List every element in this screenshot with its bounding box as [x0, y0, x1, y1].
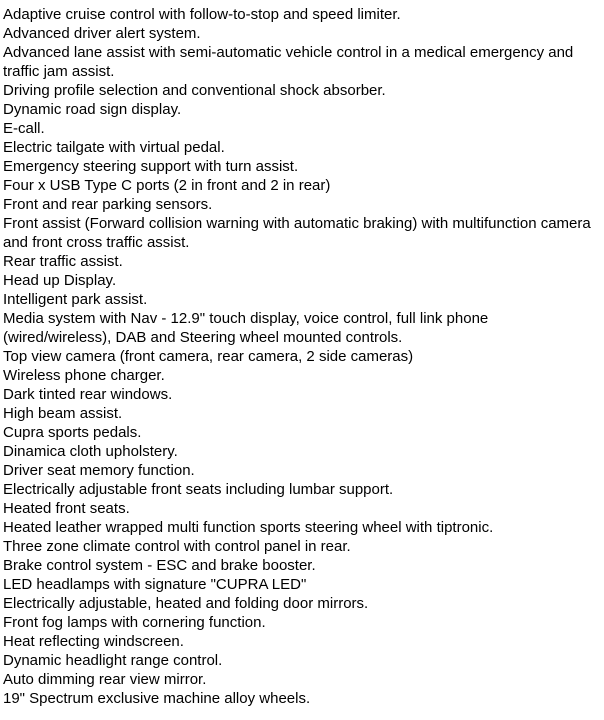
- feature-item: Three zone climate control with control panel in rear.: [3, 538, 351, 555]
- feature-item: Adaptive cruise control with follow-to-stop and speed limiter.: [3, 6, 401, 23]
- feature-item: Wireless phone charger.: [3, 367, 165, 384]
- feature-item: Media system with Nav - 12.9" touch display, voice control, full link phone (wired/wireless), DAB and Steering wheel mounted controls.: [3, 310, 489, 346]
- feature-item: E-call.: [3, 120, 45, 137]
- feature-item: Brake control system - ESC and brake booster.: [3, 557, 316, 574]
- feature-item: Head up Display.: [3, 272, 117, 289]
- feature-item: Heated front seats.: [3, 500, 130, 517]
- feature-item: Intelligent park assist.: [3, 291, 148, 308]
- feature-item: Front and rear parking sensors.: [3, 196, 213, 213]
- feature-item: Advanced driver alert system.: [3, 25, 201, 42]
- feature-item: Advanced lane assist with semi-automatic vehicle control in a medical emergency and traffic jam assist.: [3, 44, 574, 80]
- feature-item: Top view camera (front camera, rear camera, 2 side cameras): [3, 348, 414, 365]
- feature-item: Front fog lamps with cornering function.: [3, 614, 266, 631]
- feature-item: Heat reflecting windscreen.: [3, 633, 184, 650]
- feature-item: Four x USB Type C ports (2 in front and 2 in rear): [3, 177, 331, 194]
- feature-item: LED headlamps with signature "CUPRA LED": [3, 576, 307, 593]
- feature-item: Electrically adjustable, heated and folding door mirrors.: [3, 595, 369, 612]
- feature-item: Dynamic road sign display.: [3, 101, 182, 118]
- feature-list: [3, 5, 599, 708]
- feature-item: 19" Spectrum exclusive machine alloy wheels.: [3, 690, 311, 707]
- feature-item: Dark tinted rear windows.: [3, 386, 173, 403]
- feature-item: Driving profile selection and conventional shock absorber.: [3, 82, 386, 99]
- feature-item: Electric tailgate with virtual pedal.: [3, 139, 225, 156]
- feature-item: Rear traffic assist.: [3, 253, 123, 270]
- feature-item: Electrically adjustable front seats including lumbar support.: [3, 481, 394, 498]
- feature-item: High beam assist.: [3, 405, 123, 422]
- feature-item: Auto dimming rear view mirror.: [3, 671, 207, 688]
- feature-item: Dinamica cloth upholstery.: [3, 443, 178, 460]
- feature-item: Emergency steering support with turn assist.: [3, 158, 299, 175]
- feature-item: Driver seat memory function.: [3, 462, 195, 479]
- feature-item: Front assist (Forward collision warning with automatic braking) with multifunction camera and front cross traffic assist.: [3, 215, 591, 251]
- feature-item: Dynamic headlight range control.: [3, 652, 223, 669]
- feature-item: Heated leather wrapped multi function sports steering wheel with tiptronic.: [3, 519, 494, 536]
- feature-item: Cupra sports pedals.: [3, 424, 142, 441]
